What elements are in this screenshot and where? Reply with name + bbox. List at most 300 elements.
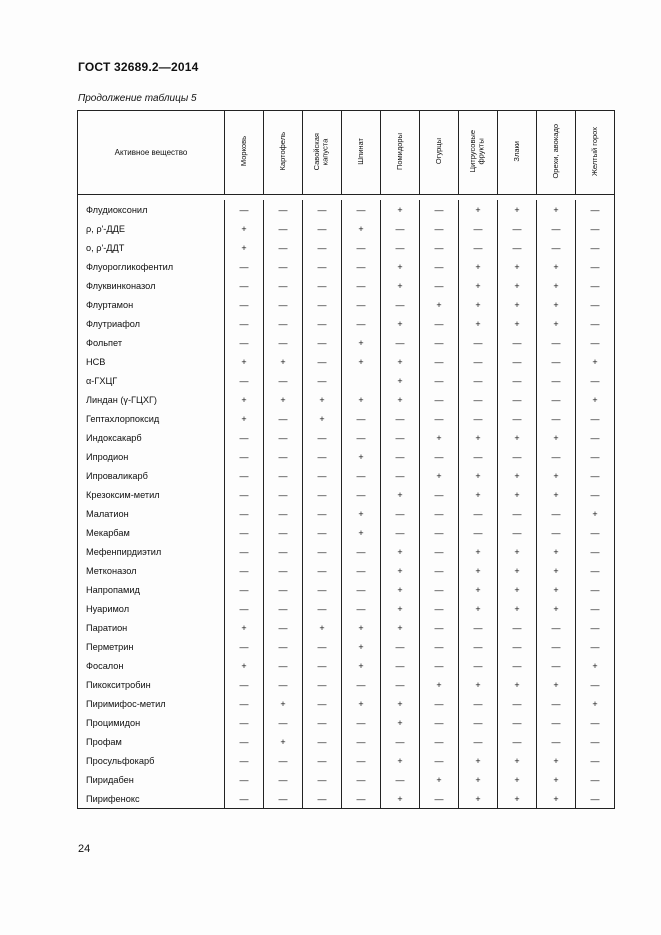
table-cell: — (225, 732, 264, 751)
table-cell: + (498, 542, 537, 561)
table-cell: — (576, 333, 615, 352)
table-cell: — (537, 219, 576, 238)
table-cell: + (498, 580, 537, 599)
table-cell: — (576, 276, 615, 295)
table-cell: — (264, 656, 303, 675)
table-cell: — (342, 751, 381, 770)
table-cell: + (381, 580, 420, 599)
table-cell: — (537, 447, 576, 466)
substance-name: Флуорогликофентил (78, 257, 225, 276)
table-row (78, 447, 615, 466)
table-row (78, 219, 615, 238)
table-cell: + (537, 428, 576, 447)
table-row (78, 390, 615, 409)
table-cell: — (498, 713, 537, 732)
header-column (537, 111, 576, 195)
table-cell: — (537, 333, 576, 352)
table-cell: — (303, 466, 342, 485)
table-cell: + (264, 390, 303, 409)
table-cell: — (498, 694, 537, 713)
table-cell: + (342, 390, 381, 409)
table-cell: — (264, 713, 303, 732)
table-cell: — (498, 371, 537, 390)
header-column (303, 111, 342, 195)
table-continuation-caption: Продолжение таблицы 5 (78, 93, 197, 104)
table-cell: — (225, 675, 264, 694)
table-cell: — (303, 257, 342, 276)
table-cell: — (303, 789, 342, 809)
table-cell: + (537, 295, 576, 314)
table-cell: + (342, 352, 381, 371)
table-cell: — (264, 523, 303, 542)
table-row (78, 352, 615, 371)
table-cell: + (225, 219, 264, 238)
table-cell: — (264, 580, 303, 599)
table-cell: — (576, 485, 615, 504)
substance-name: Нуаримол (78, 599, 225, 618)
table-cell: — (342, 789, 381, 809)
table-cell: — (498, 523, 537, 542)
table-row (78, 333, 615, 352)
table-cell: — (420, 409, 459, 428)
table-row (78, 751, 615, 770)
table-cell: — (420, 618, 459, 637)
table-cell: — (303, 371, 342, 390)
table-row (78, 314, 615, 333)
table-cell: — (303, 599, 342, 618)
table-cell: + (342, 637, 381, 656)
table-cell: — (381, 219, 420, 238)
table-cell: — (498, 352, 537, 371)
table-cell: — (264, 447, 303, 466)
table-cell: — (342, 732, 381, 751)
table-cell: + (576, 694, 615, 713)
table-cell: — (576, 580, 615, 599)
table-cell: + (342, 504, 381, 523)
header-substance: Активное вещество (78, 111, 225, 195)
table-cell: + (264, 732, 303, 751)
table-cell: — (576, 409, 615, 428)
table-cell: — (498, 637, 537, 656)
header-column-label: Цитрусовые фрукты (468, 130, 486, 173)
table-cell: — (342, 542, 381, 561)
table-row (78, 428, 615, 447)
table-cell: + (498, 257, 537, 276)
table-cell: — (303, 238, 342, 257)
table-cell: — (420, 599, 459, 618)
substance-name: НСВ (78, 352, 225, 371)
substance-name: Перметрин (78, 637, 225, 656)
table-cell: — (264, 561, 303, 580)
table-cell: + (459, 770, 498, 789)
table-row (78, 618, 615, 637)
table-cell: — (420, 504, 459, 523)
table-row (78, 257, 615, 276)
table-cell: — (420, 200, 459, 219)
table-cell: — (225, 713, 264, 732)
table-cell: — (303, 200, 342, 219)
table-cell: — (342, 295, 381, 314)
table-cell: + (537, 276, 576, 295)
table-cell: + (537, 751, 576, 770)
table-cell: — (576, 675, 615, 694)
table-cell: — (303, 542, 342, 561)
table-cell: — (342, 675, 381, 694)
table-cell: — (303, 732, 342, 751)
table-cell: + (225, 656, 264, 675)
table-cell: — (420, 751, 459, 770)
table-cell: — (225, 561, 264, 580)
table-cell: — (381, 428, 420, 447)
substance-name: Фольпет (78, 333, 225, 352)
table-cell: + (498, 675, 537, 694)
table-cell: — (576, 447, 615, 466)
table-cell: — (264, 295, 303, 314)
table-cell: — (264, 466, 303, 485)
table-cell: — (381, 466, 420, 485)
table-row (78, 295, 615, 314)
table-cell: — (498, 238, 537, 257)
header-column-label: Шпинат (355, 138, 365, 165)
table-cell: + (342, 333, 381, 352)
table-cell: + (537, 314, 576, 333)
header-column-label: Картофель (277, 132, 287, 171)
table-cell: + (498, 561, 537, 580)
table-cell: + (537, 599, 576, 618)
table-cell: — (381, 504, 420, 523)
table-cell: — (225, 504, 264, 523)
table-cell: + (420, 466, 459, 485)
table-cell: — (498, 447, 537, 466)
table-cell: — (459, 713, 498, 732)
table-cell: — (381, 637, 420, 656)
table-cell: + (459, 561, 498, 580)
table-row (78, 694, 615, 713)
table-cell: — (537, 238, 576, 257)
table-row (78, 637, 615, 656)
table-cell: — (420, 485, 459, 504)
substance-name: Просульфокарб (78, 751, 225, 770)
table-cell: — (303, 637, 342, 656)
header-column-label: Огурцы (433, 138, 443, 165)
table-cell: — (264, 618, 303, 637)
table-cell: — (576, 295, 615, 314)
table-cell: — (303, 713, 342, 732)
table-cell: — (381, 238, 420, 257)
table-cell: — (381, 732, 420, 751)
table-row (78, 238, 615, 257)
table-cell: — (420, 238, 459, 257)
table-cell: + (381, 200, 420, 219)
table-cell: + (498, 276, 537, 295)
substance-name: Мекарбам (78, 523, 225, 542)
table-cell: + (420, 428, 459, 447)
table-cell: — (420, 447, 459, 466)
table-cell: — (303, 447, 342, 466)
header-column-label: Морковь (238, 136, 248, 167)
table-cell: — (225, 200, 264, 219)
table-cell: — (303, 295, 342, 314)
table-cell: — (576, 200, 615, 219)
table-cell: — (225, 637, 264, 656)
table-cell: — (303, 219, 342, 238)
table-cell: — (498, 219, 537, 238)
table-cell: — (459, 333, 498, 352)
table-cell: — (537, 694, 576, 713)
table-cell: — (498, 390, 537, 409)
substance-name: Ипроваликарб (78, 466, 225, 485)
table-cell: + (381, 276, 420, 295)
table-cell: + (459, 542, 498, 561)
residue-table (77, 110, 615, 809)
table-cell: — (576, 371, 615, 390)
header-column (225, 111, 264, 195)
table-cell: — (537, 523, 576, 542)
table-cell: — (225, 542, 264, 561)
table-cell: + (459, 485, 498, 504)
substance-name: Флутриафол (78, 314, 225, 333)
header-column-label: Орехи, авокадо (550, 124, 560, 179)
table-cell: — (225, 580, 264, 599)
table-cell: — (225, 333, 264, 352)
table-cell: — (225, 371, 264, 390)
substance-name: Фосалон (78, 656, 225, 675)
table-cell: — (576, 770, 615, 789)
table-cell: — (537, 713, 576, 732)
table-row (78, 561, 615, 580)
table-cell: — (537, 637, 576, 656)
table-cell: — (342, 599, 381, 618)
table-cell: + (381, 561, 420, 580)
table-header-row (78, 111, 615, 195)
table-cell: — (576, 428, 615, 447)
substance-name: Гептахлорпоксид (78, 409, 225, 428)
table-row (78, 732, 615, 751)
table-cell: + (381, 542, 420, 561)
table-cell: — (576, 599, 615, 618)
table-cell: + (459, 257, 498, 276)
table-cell: — (342, 200, 381, 219)
table-cell: — (381, 447, 420, 466)
table-cell: + (225, 409, 264, 428)
table-row (78, 542, 615, 561)
substance-name: Индоксакарб (78, 428, 225, 447)
header-column (381, 111, 420, 195)
table-cell: — (420, 580, 459, 599)
table-body (78, 195, 615, 809)
table-cell: + (498, 770, 537, 789)
table-cell: — (459, 371, 498, 390)
table-cell: — (264, 637, 303, 656)
table-cell: — (264, 333, 303, 352)
table-cell: + (381, 713, 420, 732)
substance-name: Ипродион (78, 447, 225, 466)
table-cell: + (498, 295, 537, 314)
table-cell: — (381, 295, 420, 314)
substance-name: Малатион (78, 504, 225, 523)
table-cell: + (537, 675, 576, 694)
table-cell: — (537, 732, 576, 751)
table-cell: + (459, 200, 498, 219)
table-cell: — (264, 276, 303, 295)
table-cell: — (342, 770, 381, 789)
table-cell: + (537, 485, 576, 504)
table-cell: — (420, 390, 459, 409)
table-cell: — (420, 694, 459, 713)
table-cell: — (537, 352, 576, 371)
table-cell: + (498, 789, 537, 809)
table-cell: — (459, 523, 498, 542)
table-cell: + (459, 675, 498, 694)
table-cell: — (264, 428, 303, 447)
table-cell: — (420, 789, 459, 809)
table-cell: — (264, 770, 303, 789)
substance-name: ρ, ρ'-ДДЕ (78, 219, 225, 238)
table-cell: + (537, 542, 576, 561)
table-cell: — (576, 561, 615, 580)
table-cell: + (498, 751, 537, 770)
table-cell: — (342, 713, 381, 732)
table-cell: — (420, 713, 459, 732)
table-cell: — (498, 656, 537, 675)
table-row (78, 770, 615, 789)
table-cell: — (342, 466, 381, 485)
table-cell: — (576, 542, 615, 561)
table-cell: + (459, 751, 498, 770)
table-cell: — (381, 409, 420, 428)
header-column (342, 111, 381, 195)
table-cell: — (498, 333, 537, 352)
table-cell: — (420, 371, 459, 390)
table-cell: + (420, 770, 459, 789)
table-cell: + (498, 599, 537, 618)
substance-name: Метконазол (78, 561, 225, 580)
substance-name: α-ГХЦГ (78, 371, 225, 390)
table-cell: — (225, 428, 264, 447)
table-cell: — (264, 542, 303, 561)
table-cell: + (303, 409, 342, 428)
header-column (459, 111, 498, 195)
table-cell: — (342, 238, 381, 257)
table-cell: + (576, 390, 615, 409)
table-row (78, 789, 615, 809)
table-cell: — (303, 504, 342, 523)
table-cell: + (225, 618, 264, 637)
table-cell: + (459, 580, 498, 599)
table-cell: + (459, 295, 498, 314)
table-cell: — (537, 656, 576, 675)
substance-name: о, ρ'-ДДТ (78, 238, 225, 257)
table-cell: + (381, 371, 420, 390)
table-cell: + (498, 428, 537, 447)
table-cell: — (225, 257, 264, 276)
table-cell: — (225, 447, 264, 466)
table-cell: + (576, 656, 615, 675)
table-cell: — (459, 637, 498, 656)
table-cell: — (381, 675, 420, 694)
substance-name: Флуртамон (78, 295, 225, 314)
table-cell: — (381, 333, 420, 352)
table-cell: — (459, 352, 498, 371)
table-row (78, 504, 615, 523)
substance-name: Флудиоксонил (78, 200, 225, 219)
table-cell: — (342, 276, 381, 295)
table-cell: — (498, 409, 537, 428)
table-row (78, 485, 615, 504)
table-cell: — (225, 789, 264, 809)
table-cell: — (264, 200, 303, 219)
table-cell: + (342, 618, 381, 637)
substance-name: Пирифенокс (78, 789, 225, 809)
table-cell: + (420, 675, 459, 694)
table-cell: — (459, 238, 498, 257)
table-cell: + (225, 238, 264, 257)
table-cell: + (342, 447, 381, 466)
table-cell: — (225, 466, 264, 485)
table-cell: — (459, 656, 498, 675)
table-cell: + (537, 200, 576, 219)
table-cell: — (342, 257, 381, 276)
table-row (78, 200, 615, 219)
table-cell: — (303, 485, 342, 504)
table-cell: + (576, 504, 615, 523)
table-cell: — (264, 219, 303, 238)
table-cell: — (498, 732, 537, 751)
table-cell: + (381, 618, 420, 637)
substance-name: Линдан (γ-ГЦХГ) (78, 390, 225, 409)
table-cell: — (381, 523, 420, 542)
table-cell: — (420, 561, 459, 580)
table-row (78, 656, 615, 675)
table-cell: + (537, 466, 576, 485)
table-cell: + (459, 314, 498, 333)
table-cell: — (420, 523, 459, 542)
table-cell: + (342, 656, 381, 675)
substance-name: Профам (78, 732, 225, 751)
table-cell: — (459, 694, 498, 713)
table-cell: + (459, 599, 498, 618)
table-cell: + (264, 352, 303, 371)
table-cell: — (420, 542, 459, 561)
table-cell: — (303, 656, 342, 675)
table-cell: — (420, 333, 459, 352)
substance-name: Флуквинконазол (78, 276, 225, 295)
table-cell: — (498, 504, 537, 523)
table-cell: — (420, 257, 459, 276)
table-cell: + (459, 428, 498, 447)
table-cell: — (420, 219, 459, 238)
table-cell: + (537, 789, 576, 809)
table-cell: — (342, 561, 381, 580)
table-cell: — (459, 219, 498, 238)
header-column (264, 111, 303, 195)
table-cell (342, 371, 381, 390)
table-cell: — (342, 409, 381, 428)
table-cell: — (303, 770, 342, 789)
substance-name: Пиридабен (78, 770, 225, 789)
table-row (78, 599, 615, 618)
table-cell: — (225, 694, 264, 713)
table-cell: — (459, 447, 498, 466)
table-row (78, 409, 615, 428)
table-cell: — (381, 770, 420, 789)
substance-name: Процимидон (78, 713, 225, 732)
table-cell: — (303, 523, 342, 542)
table-cell: + (498, 466, 537, 485)
table-cell: + (225, 352, 264, 371)
table-cell: + (576, 352, 615, 371)
table-cell: — (342, 428, 381, 447)
